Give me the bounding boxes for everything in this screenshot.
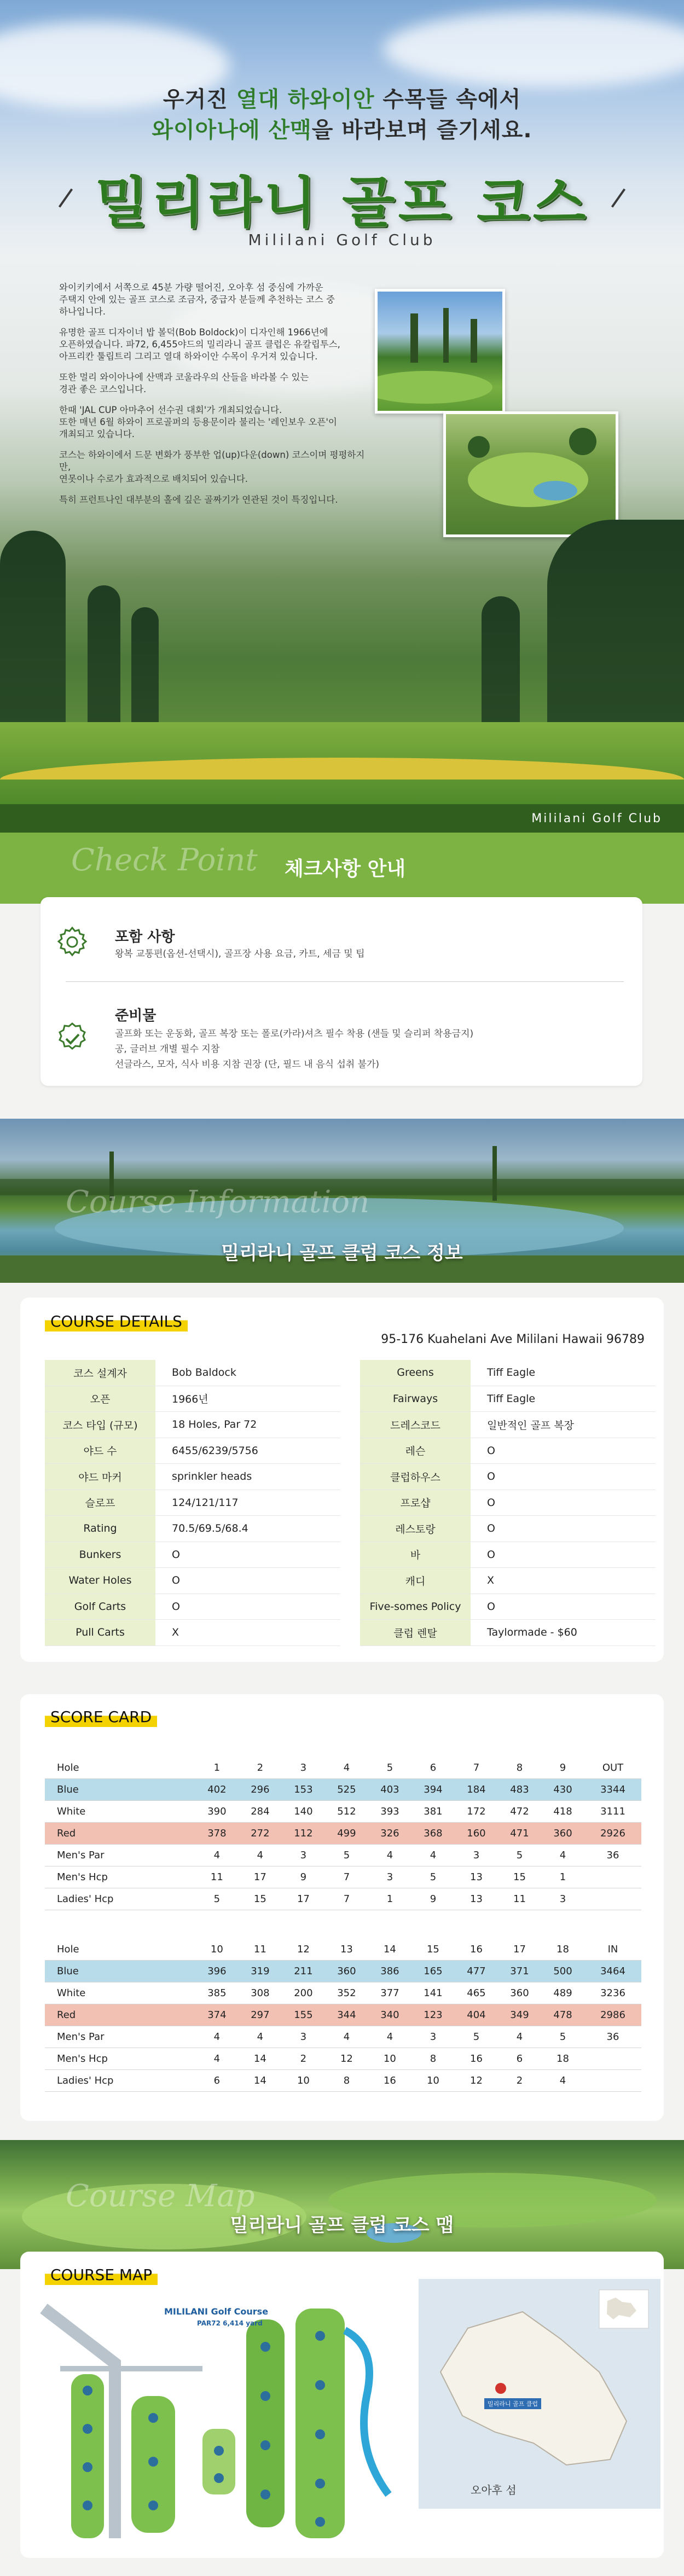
- score-row-label: Blue: [45, 1779, 195, 1801]
- score-cell: 17: [282, 1888, 325, 1910]
- score-cell: 393: [368, 1801, 411, 1823]
- detail-value: 1966년: [155, 1386, 340, 1412]
- oahu-island-illustration: [419, 2279, 660, 2509]
- score-cell: 10: [368, 2048, 411, 2070]
- detail-value: O: [155, 1594, 340, 1620]
- score-row-label: Ladies' Hcp: [45, 2070, 195, 2092]
- score-cell: 297: [239, 2004, 282, 2026]
- score-cell: 418: [541, 1801, 584, 1823]
- score-cell: 272: [239, 1823, 282, 1845]
- course-map-diagram: [38, 2287, 410, 2544]
- score-cell: 4: [325, 1757, 368, 1779]
- detail-key: Pull Carts: [45, 1620, 155, 1646]
- detail-value: 6455/6239/5756: [155, 1438, 340, 1464]
- score-cell: 14: [368, 1939, 411, 1961]
- score-cell: 500: [541, 1961, 584, 1982]
- detail-value: X: [471, 1568, 656, 1594]
- score-cell: 112: [282, 1823, 325, 1845]
- detail-value: 일반적인 골프 복장: [471, 1412, 656, 1438]
- hero-section: [0, 0, 684, 804]
- score-row: [45, 2070, 641, 2092]
- score-cell: 153: [282, 1779, 325, 1801]
- score-cell: IN: [584, 1939, 641, 1961]
- score-cell: 4: [195, 2026, 239, 2048]
- detail-key: 바: [360, 1542, 471, 1568]
- score-cell: 13: [325, 1939, 368, 1961]
- oahu-map: [419, 2279, 660, 2509]
- score-cell: 15: [411, 1939, 455, 1961]
- island-label: 오아후 섬: [471, 2484, 517, 2497]
- score-cell: 1: [195, 1757, 239, 1779]
- score-row: [45, 2026, 641, 2048]
- score-cell: 9: [411, 1888, 455, 1910]
- score-cell: 3: [455, 1845, 498, 1866]
- score-cell: 3344: [584, 1779, 641, 1801]
- score-cell: [584, 1866, 641, 1888]
- score-cell: 483: [498, 1779, 541, 1801]
- score-cell: 349: [498, 2004, 541, 2026]
- detail-value: O: [155, 1568, 340, 1594]
- score-cell: 5: [411, 1866, 455, 1888]
- detail-value: X: [155, 1620, 340, 1646]
- score-cell: 123: [411, 2004, 455, 2026]
- score-cell: 155: [282, 2004, 325, 2026]
- score-cell: 381: [411, 1801, 455, 1823]
- detail-value: O: [471, 1516, 656, 1542]
- detail-key: 오픈: [45, 1386, 155, 1412]
- banner-script: Course Information: [66, 1184, 370, 1220]
- score-cell: 9: [282, 1866, 325, 1888]
- score-cell: 8: [411, 2048, 455, 2070]
- score-row-label: Men's Par: [45, 1845, 195, 1866]
- score-cell: 5: [368, 1757, 411, 1779]
- detail-row: [45, 1542, 340, 1568]
- score-cell: 377: [368, 1982, 411, 2004]
- page-title: 밀리라니 골프 코스: [95, 171, 589, 235]
- score-cell: 5: [195, 1888, 239, 1910]
- score-cell: 4: [239, 1845, 282, 1866]
- detail-row: [45, 1438, 340, 1464]
- score-cell: 4: [325, 2026, 368, 2048]
- score-cell: 386: [368, 1961, 411, 1982]
- score-cell: 7: [325, 1888, 368, 1910]
- score-cell: 11: [195, 1866, 239, 1888]
- score-cell: 296: [239, 1779, 282, 1801]
- score-cell: 471: [498, 1823, 541, 1845]
- score-cell: 5: [498, 1845, 541, 1866]
- score-cell: 403: [368, 1779, 411, 1801]
- score-cell: 9: [541, 1757, 584, 1779]
- course-photo-1: [375, 289, 505, 414]
- score-cell: 2986: [584, 2004, 641, 2026]
- prepare-heading: 준비물: [115, 1008, 156, 1024]
- detail-key: 레스토랑: [360, 1516, 471, 1542]
- score-cell: 2: [239, 1757, 282, 1779]
- detail-row: [360, 1412, 656, 1438]
- detail-key: 클럽 렌탈: [360, 1620, 471, 1646]
- score-row-label: White: [45, 1801, 195, 1823]
- score-cell: 160: [455, 1823, 498, 1845]
- score-cell: 14: [239, 2048, 282, 2070]
- score-cell: 319: [239, 1961, 282, 1982]
- detail-row: [360, 1568, 656, 1594]
- score-cell: 4: [498, 2026, 541, 2048]
- score-cell: 430: [541, 1779, 584, 1801]
- prepare-text: 골프화 또는 운동화, 골프 복장 또는 폴로(카라)셔츠 필수 착용 (샌들 및 슬리퍼 착용금지) 공, 글러브 개별 필수 지참 선글라스, 모자, 식사 비용 지참 권장 (단, 필드 내 음식 섭취 불가): [115, 1028, 474, 1070]
- scorecard-front: [45, 1757, 641, 1910]
- score-cell: 360: [498, 1982, 541, 2004]
- detail-row: [360, 1386, 656, 1412]
- score-row: [45, 1866, 641, 1888]
- banner-title: 밀리라니 골프 클럽 코스 맵: [230, 2214, 454, 2236]
- detail-key: Five-somes Policy: [360, 1594, 471, 1620]
- score-cell: 12: [325, 2048, 368, 2070]
- score-row-label: Men's Hcp: [45, 2048, 195, 2070]
- detail-key: 야드 수: [45, 1438, 155, 1464]
- course-details-label: COURSE DETAILS: [45, 1311, 188, 1331]
- score-cell: 11: [239, 1939, 282, 1961]
- scorecard-label: SCORE CARD: [45, 1707, 157, 1727]
- band-text: Mililani Golf Club: [531, 812, 662, 825]
- score-cell: 7: [325, 1866, 368, 1888]
- detail-row: [360, 1464, 656, 1490]
- score-cell: 2: [282, 2048, 325, 2070]
- score-cell: 3236: [584, 1982, 641, 2004]
- intro-paragraph: 또한 멀리 와이아나에 산맥과 코울라우의 산들을 바라볼 수 있는 경관 좋은 코스입니다.: [59, 372, 309, 394]
- intro-text: [59, 282, 366, 515]
- score-row: [45, 1939, 641, 1961]
- detail-row: [45, 1594, 340, 1620]
- banner-script: Course Map: [66, 2178, 255, 2214]
- score-cell: [584, 2070, 641, 2092]
- score-row: [45, 1845, 641, 1866]
- score-row-label: Men's Hcp: [45, 1866, 195, 1888]
- detail-key: 슬로프: [45, 1490, 155, 1516]
- course-photo-2: [443, 411, 618, 537]
- score-cell: 4: [195, 2048, 239, 2070]
- score-row-label: Ladies' Hcp: [45, 1888, 195, 1910]
- score-cell: 16: [368, 2070, 411, 2092]
- detail-row: [45, 1620, 340, 1646]
- included-text: 왕복 교통편(옵션-선택시), 골프장 사용 요금, 카트, 세금 및 팁: [115, 949, 365, 960]
- score-cell: 8: [498, 1757, 541, 1779]
- score-row: [45, 2048, 641, 2070]
- detail-key: Fairways: [360, 1386, 471, 1412]
- score-cell: 13: [455, 1888, 498, 1910]
- score-cell: 17: [498, 1939, 541, 1961]
- score-row: [45, 1801, 641, 1823]
- divider: [66, 981, 624, 982]
- details-table-left: [45, 1360, 340, 1646]
- detail-value: Tiff Eagle: [471, 1386, 656, 1412]
- banner-title: 밀리라니 골프 클럽 코스 정보: [221, 1242, 463, 1264]
- score-row-label: Men's Par: [45, 2026, 195, 2048]
- detail-row: [360, 1360, 656, 1386]
- score-row: [45, 1888, 641, 1910]
- score-cell: 1: [368, 1888, 411, 1910]
- score-row-label: Blue: [45, 1961, 195, 1982]
- score-cell: 499: [325, 1823, 368, 1845]
- course-map-label: COURSE MAP: [45, 2265, 158, 2285]
- score-row-label: Hole: [45, 1757, 195, 1779]
- detail-value: O: [155, 1542, 340, 1568]
- cloud: [383, 11, 684, 88]
- score-cell: 10: [195, 1939, 239, 1961]
- score-cell: 477: [455, 1961, 498, 1982]
- detail-row: [360, 1516, 656, 1542]
- detail-key: Greens: [360, 1360, 471, 1386]
- intro-paragraph: 한때 'JAL CUP 아마추어 선수권 대회'가 개최되었습니다. 또한 매년 6월 하와이 프로골퍼의 등용문이라 불리는 '레인보우 오픈'이 개최되고 있습니다.: [59, 405, 337, 439]
- score-cell: 18: [541, 2048, 584, 2070]
- score-cell: 12: [455, 2070, 498, 2092]
- map-title: MILILANI Golf Course: [164, 2306, 269, 2317]
- checkpoint-script: Check Point: [71, 842, 258, 878]
- hero-lead-line-2: 와이아나에 산맥을 바라보며 즐기세요.: [152, 118, 532, 143]
- detail-row: [45, 1360, 340, 1386]
- score-cell: 6: [195, 2070, 239, 2092]
- score-cell: 340: [368, 2004, 411, 2026]
- detail-value: O: [471, 1594, 656, 1620]
- detail-row: [45, 1386, 340, 1412]
- score-cell: [584, 2048, 641, 2070]
- score-cell: 4: [368, 2026, 411, 2048]
- score-cell: 7: [455, 1757, 498, 1779]
- score-cell: 368: [411, 1823, 455, 1845]
- detail-value: Tiff Eagle: [471, 1360, 656, 1386]
- score-cell: 3: [541, 1888, 584, 1910]
- footer-band: [0, 804, 684, 833]
- score-cell: 4: [411, 1845, 455, 1866]
- score-cell: 402: [195, 1779, 239, 1801]
- score-cell: 344: [325, 2004, 368, 2026]
- score-cell: 374: [195, 2004, 239, 2026]
- score-cell: 184: [455, 1779, 498, 1801]
- score-cell: 396: [195, 1961, 239, 1982]
- map-par: PAR72 6,414 yard: [197, 2319, 263, 2327]
- score-cell: 172: [455, 1801, 498, 1823]
- score-cell: 3: [282, 2026, 325, 2048]
- detail-value: 124/121/117: [155, 1490, 340, 1516]
- detail-key: 프로샵: [360, 1490, 471, 1516]
- score-cell: 390: [195, 1801, 239, 1823]
- score-row-label: Red: [45, 2004, 195, 2026]
- detail-key: Bunkers: [45, 1542, 155, 1568]
- score-cell: 385: [195, 1982, 239, 2004]
- detail-value: O: [471, 1490, 656, 1516]
- score-cell: 1: [541, 1866, 584, 1888]
- map-pin-label: 밀리라니 골프 클럽: [484, 2398, 541, 2409]
- score-cell: 6: [411, 1757, 455, 1779]
- score-row-label: White: [45, 1982, 195, 2004]
- score-row-label: Hole: [45, 1939, 195, 1961]
- gear-icon: [55, 924, 90, 960]
- score-cell: 141: [411, 1982, 455, 2004]
- detail-value: O: [471, 1464, 656, 1490]
- detail-value: 70.5/69.5/68.4: [155, 1516, 340, 1542]
- score-cell: 3464: [584, 1961, 641, 1982]
- detail-row: [360, 1490, 656, 1516]
- score-cell: 6: [498, 2048, 541, 2070]
- score-row: [45, 1982, 641, 2004]
- score-cell: 14: [239, 2070, 282, 2092]
- detail-value: sprinkler heads: [155, 1464, 340, 1490]
- score-cell: 10: [282, 2070, 325, 2092]
- detail-row: [360, 1620, 656, 1646]
- course-map-banner: [0, 2140, 684, 2269]
- score-cell: 165: [411, 1961, 455, 1982]
- included-heading: 포함 사항: [115, 929, 175, 945]
- score-cell: 211: [282, 1961, 325, 1982]
- score-cell: 284: [239, 1801, 282, 1823]
- score-cell: 472: [498, 1801, 541, 1823]
- score-cell: 5: [325, 1845, 368, 1866]
- score-cell: OUT: [584, 1757, 641, 1779]
- score-cell: 4: [368, 1845, 411, 1866]
- score-cell: 18: [541, 1939, 584, 1961]
- detail-row: [360, 1542, 656, 1568]
- intro-paragraph: 와이키키에서 서쪽으로 45분 가량 떨어진, 오아후 섬 중심에 가까운 주택지 안에 있는 골프 코스로 조금자, 중급자 분들께 추천하는 코스 중 하나입니다.: [59, 282, 335, 317]
- score-cell: 11: [498, 1888, 541, 1910]
- detail-key: 코스 타입 (규모): [45, 1412, 155, 1438]
- score-cell: 378: [195, 1823, 239, 1845]
- score-cell: 478: [541, 2004, 584, 2026]
- score-cell: 3: [282, 1845, 325, 1866]
- score-cell: 4: [239, 2026, 282, 2048]
- score-cell: 465: [455, 1982, 498, 2004]
- detail-key: 레슨: [360, 1438, 471, 1464]
- score-row: [45, 2004, 641, 2026]
- detail-row: [45, 1412, 340, 1438]
- page-subtitle: Mililani Golf Club: [248, 231, 436, 249]
- detail-key: Rating: [45, 1516, 155, 1542]
- score-row: [45, 1961, 641, 1982]
- score-cell: 36: [584, 2026, 641, 2048]
- score-cell: 360: [541, 1823, 584, 1845]
- score-cell: 2: [498, 2070, 541, 2092]
- score-cell: 512: [325, 1801, 368, 1823]
- course-info-banner: [0, 1119, 684, 1283]
- course-address: 95-176 Kuahelani Ave Mililani Hawaii 96789: [381, 1333, 645, 1346]
- score-row: [45, 1823, 641, 1845]
- score-cell: 16: [455, 1939, 498, 1961]
- score-cell: 36: [584, 1845, 641, 1866]
- score-cell: 4: [541, 2070, 584, 2092]
- detail-row: [360, 1594, 656, 1620]
- intro-paragraph: 유명한 골프 디자이너 밥 볼덕(Bob Boldock)이 디자인해 1966년에 오픈하였습니다. 파72, 6,455야드의 밀리라니 골프 클럽은 유칼립투스, 아프리칸 툴립트리 그리고 열대 하와이안 수목이 우거져 있습니다.: [59, 327, 340, 362]
- score-cell: 200: [282, 1982, 325, 2004]
- intro-paragraph: 특히 프런트나인 대부분의 홀에 깊은 골짜기가 연관된 것이 특징입니다.: [59, 495, 338, 505]
- detail-key: Water Holes: [45, 1568, 155, 1594]
- checkpoint-title: 체크사항 안내: [285, 858, 406, 880]
- score-cell: 3111: [584, 1801, 641, 1823]
- intro-paragraph: 코스는 하와이에서 드문 변화가 풍부한 업(up)다운(down) 코스이며 평평하지만, 연못이나 수로가 효과적으로 배치되어 있습니다.: [59, 450, 365, 484]
- detail-value: O: [471, 1542, 656, 1568]
- score-cell: 326: [368, 1823, 411, 1845]
- score-cell: 308: [239, 1982, 282, 2004]
- score-cell: 15: [239, 1888, 282, 1910]
- score-cell: 8: [325, 2070, 368, 2092]
- score-cell: 394: [411, 1779, 455, 1801]
- detail-key: 코스 설계자: [45, 1360, 155, 1386]
- score-cell: 5: [541, 2026, 584, 2048]
- detail-key: 야드 마커: [45, 1464, 155, 1490]
- detail-row: [45, 1568, 340, 1594]
- detail-value: Bob Baldock: [155, 1360, 340, 1386]
- score-cell: 404: [455, 2004, 498, 2026]
- score-cell: 15: [498, 1866, 541, 1888]
- score-row: [45, 1757, 641, 1779]
- score-cell: 4: [195, 1845, 239, 1866]
- details-table-right: [360, 1360, 656, 1646]
- detail-value: Taylormade - $60: [471, 1620, 656, 1646]
- score-cell: 10: [411, 2070, 455, 2092]
- score-row: [45, 1779, 641, 1801]
- check-badge-icon: [55, 1021, 90, 1056]
- score-cell: 371: [498, 1961, 541, 1982]
- score-row-label: Red: [45, 1823, 195, 1845]
- score-cell: 13: [455, 1866, 498, 1888]
- hero-lead-line-1: 우거진 열대 하와이안 수목들 속에서: [163, 87, 521, 112]
- detail-key: Golf Carts: [45, 1594, 155, 1620]
- detail-row: [45, 1464, 340, 1490]
- detail-row: [45, 1490, 340, 1516]
- score-cell: 525: [325, 1779, 368, 1801]
- score-cell: 3: [368, 1866, 411, 1888]
- score-cell: 360: [325, 1961, 368, 1982]
- trees-illustration: [378, 292, 502, 411]
- score-cell: 16: [455, 2048, 498, 2070]
- score-cell: 17: [239, 1866, 282, 1888]
- detail-row: [45, 1516, 340, 1542]
- detail-value: 18 Holes, Par 72: [155, 1412, 340, 1438]
- score-cell: 352: [325, 1982, 368, 2004]
- detail-row: [360, 1438, 656, 1464]
- detail-key: 캐디: [360, 1568, 471, 1594]
- detail-key: 드레스코드: [360, 1412, 471, 1438]
- detail-value: O: [471, 1438, 656, 1464]
- score-cell: [584, 1888, 641, 1910]
- score-cell: 4: [541, 1845, 584, 1866]
- aerial-illustration: [446, 414, 616, 534]
- score-cell: 12: [282, 1939, 325, 1961]
- detail-key: 클럽하우스: [360, 1464, 471, 1490]
- score-cell: 3: [411, 2026, 455, 2048]
- score-cell: 3: [282, 1757, 325, 1779]
- score-cell: 2926: [584, 1823, 641, 1845]
- score-cell: 489: [541, 1982, 584, 2004]
- score-cell: 5: [455, 2026, 498, 2048]
- score-cell: 140: [282, 1801, 325, 1823]
- scorecard-back: [45, 1939, 641, 2092]
